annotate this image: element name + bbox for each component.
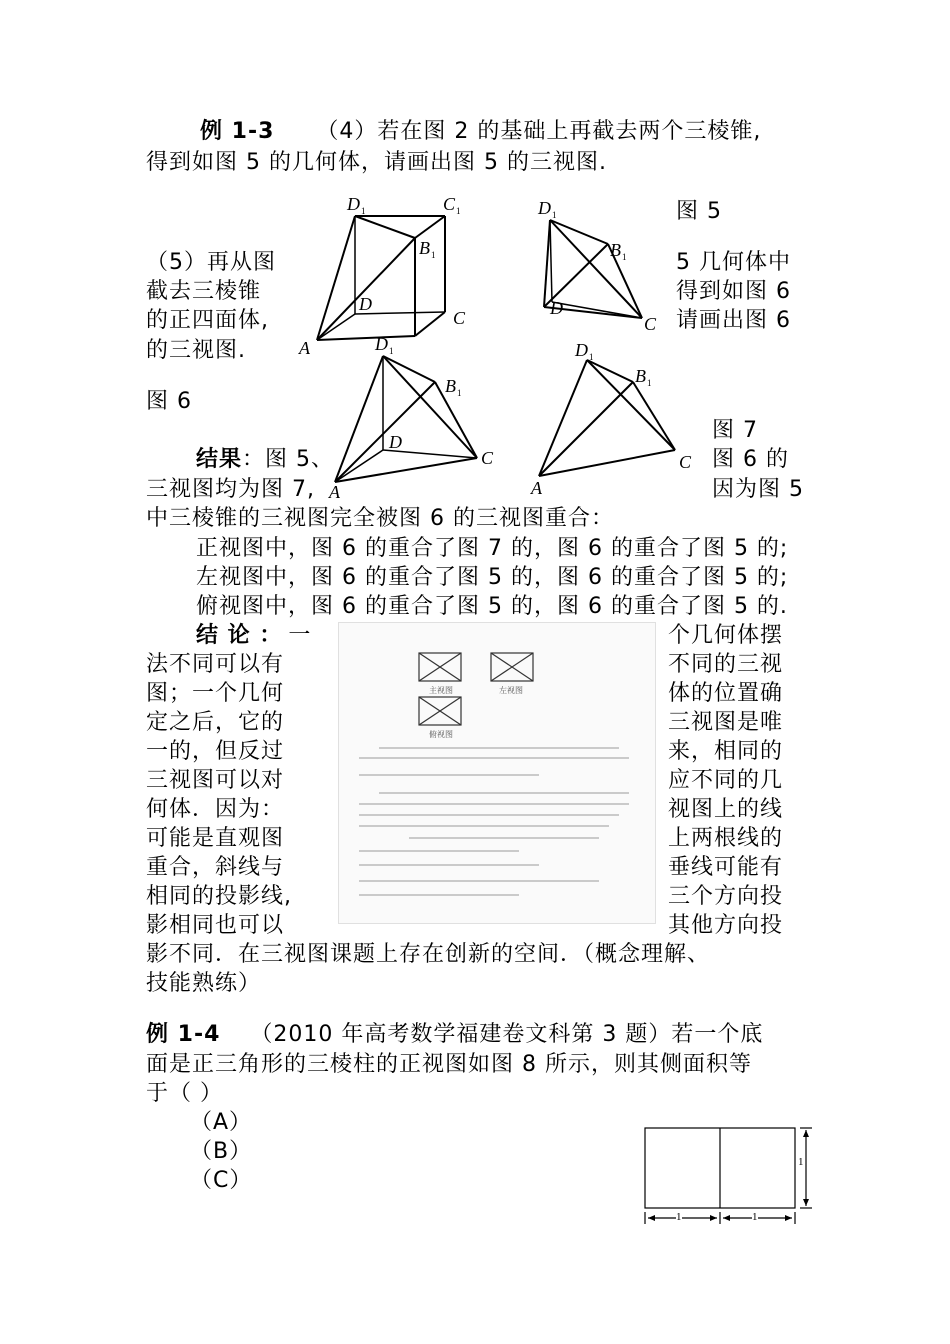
svg-text:D: D (538, 198, 551, 218)
result-line2: 三视图均为图 7, (146, 477, 315, 502)
example-1-3-line2: 得到如图 5 的几何体，请画出图 5 的三视图. (146, 150, 607, 175)
part5-right-3: 请画出图 6 (676, 308, 791, 333)
svg-text:B: B (635, 366, 646, 386)
part5-left-4: 的三视图. (146, 338, 246, 363)
svg-text:D: D (575, 340, 588, 360)
conclusion-right-10: 其他方向投 (668, 913, 784, 938)
option-b: （B） (190, 1139, 253, 1164)
conclusion-right-5: 应不同的几 (668, 768, 784, 793)
conclusion-right-9: 三个方向投 (668, 884, 784, 909)
result-right-2: 因为图 5 (712, 477, 804, 502)
result-right-1: 图 6 的 (712, 447, 789, 472)
scanned-three-views (339, 623, 655, 923)
svg-text:C: C (481, 448, 494, 468)
svg-text:1: 1 (457, 388, 462, 398)
part5-right-1: 5 几何体中 (676, 250, 791, 275)
label-C: C (453, 308, 466, 328)
conclusion-label: 结 论 ： (196, 623, 283, 648)
dim-height: 1 (798, 1156, 804, 1168)
svg-text:B: B (610, 240, 621, 260)
conclusion-left-6: 何体．因为： (146, 797, 285, 822)
conclusion-left-7: 可能是直观图 (146, 826, 285, 851)
figure-7-solid (525, 338, 705, 503)
label-B1: B (419, 238, 430, 258)
svg-text:A: A (329, 482, 340, 502)
conclusion-left-5: 三视图可以对 (146, 768, 285, 793)
result-line1 (196, 445, 334, 475)
svg-text:1: 1 (647, 378, 652, 388)
conclusion-left-4: 一的，但反过 (146, 739, 285, 764)
result-text: ：图 5、 (242, 447, 335, 472)
conclusion-right-0: 个几何体摆 (668, 623, 784, 648)
conclusion-right-6: 视图上的线 (668, 797, 784, 822)
conclusion-left-3: 定之后，它的 (146, 710, 285, 735)
example-text: （2010 年高考数学福建卷文科第 3 题）若一个底 (250, 1022, 764, 1047)
scan-caption-front: 主视图 (429, 686, 453, 695)
svg-text:1: 1 (389, 346, 394, 356)
option-c: （C） (190, 1168, 253, 1193)
result-line4: 正视图中，图 6 的重合了图 7 的，图 6 的重合了图 5 的; (196, 536, 789, 561)
figure-6-solid (325, 332, 510, 502)
svg-text:A: A (531, 478, 542, 498)
example-text: （4）若在图 2 的基础上再截去两个三棱锥, (316, 119, 762, 144)
part5-left-2: 截去三棱锥 (146, 279, 262, 304)
result-label: 结果 (196, 447, 243, 472)
figure-6-caption: 图 6 (146, 389, 192, 414)
example-1-4-line1 (146, 1020, 763, 1050)
conclusion-left-2: 图；一个几何 (146, 681, 285, 706)
figure-5-caption: 图 5 (676, 199, 722, 224)
figure-tetra-cut (530, 192, 670, 337)
svg-text:D: D (375, 334, 388, 354)
example-1-3-line1 (200, 117, 761, 147)
dim-width-2: 1 (752, 1211, 758, 1223)
svg-text:C: C (644, 314, 657, 334)
label-D1: D (347, 194, 360, 214)
part5-right-2: 得到如图 6 (676, 279, 791, 304)
svg-text:D: D (389, 432, 402, 452)
part5-left-3: 的正四面体, (146, 308, 269, 333)
result-line5: 左视图中，图 6 的重合了图 5 的，图 6 的重合了图 5 的; (196, 565, 789, 590)
svg-text:B: B (445, 376, 456, 396)
scan-caption-side: 左视图 (499, 686, 523, 695)
example-label: 例 1-3 (200, 119, 275, 144)
svg-text:1: 1 (431, 250, 436, 260)
scan-caption-top: 俯视图 (429, 730, 453, 739)
conclusion-end-2: 技能熟练） (146, 971, 262, 996)
figure-8-front-view (640, 1120, 820, 1235)
conclusion-right-8: 垂线可能有 (668, 855, 784, 880)
label-D: D (359, 294, 372, 314)
svg-text:1: 1 (622, 252, 627, 262)
example-label: 例 1-4 (146, 1022, 221, 1047)
conclusion-right-3: 三视图是唯 (668, 710, 784, 735)
result-line6: 俯视图中，图 6 的重合了图 5 的，图 6 的重合了图 5 的. (196, 594, 788, 619)
conclusion-left-10: 影相同也可以 (146, 913, 285, 938)
option-a: （A） (190, 1110, 253, 1135)
conclusion-right-1: 不同的三视 (668, 652, 784, 677)
conclusion-end-1: 影不同．在三视图课题上存在创新的空间．（概念理解、 (146, 942, 711, 967)
svg-text:D: D (550, 298, 563, 318)
conclusion-right-2: 体的位置确 (668, 681, 784, 706)
conclusion-left-0: 一 (288, 623, 312, 648)
example-1-4-line2: 面是正三角形的三棱柱的正视图如图 8 所示，则其侧面积等 (146, 1052, 752, 1077)
label-C1: C (443, 194, 456, 214)
label-A: A (299, 338, 310, 357)
conclusion-right-4: 来，相同的 (668, 739, 784, 764)
conclusion-left-1: 法不同可以有 (146, 652, 285, 677)
svg-text:1: 1 (361, 206, 366, 216)
example-1-4-line3: 于（ ） (146, 1081, 223, 1106)
svg-text:1: 1 (552, 210, 557, 220)
part5-left-1: （5）再从图 (146, 250, 276, 275)
scanned-image (338, 622, 656, 924)
svg-text:1: 1 (589, 352, 594, 362)
svg-text:1: 1 (456, 206, 461, 216)
conclusion-left-9: 相同的投影线, (146, 884, 292, 909)
conclusion-line1 (196, 621, 311, 651)
conclusion-right-7: 上两根线的 (668, 826, 784, 851)
figure-7-caption: 图 7 (712, 418, 758, 443)
result-line3: 中三棱锥的三视图完全被图 6 的三视图重合： (146, 506, 614, 531)
dim-width-1: 1 (676, 1211, 682, 1223)
conclusion-left-8: 重合，斜线与 (146, 855, 285, 880)
svg-text:C: C (679, 452, 692, 472)
